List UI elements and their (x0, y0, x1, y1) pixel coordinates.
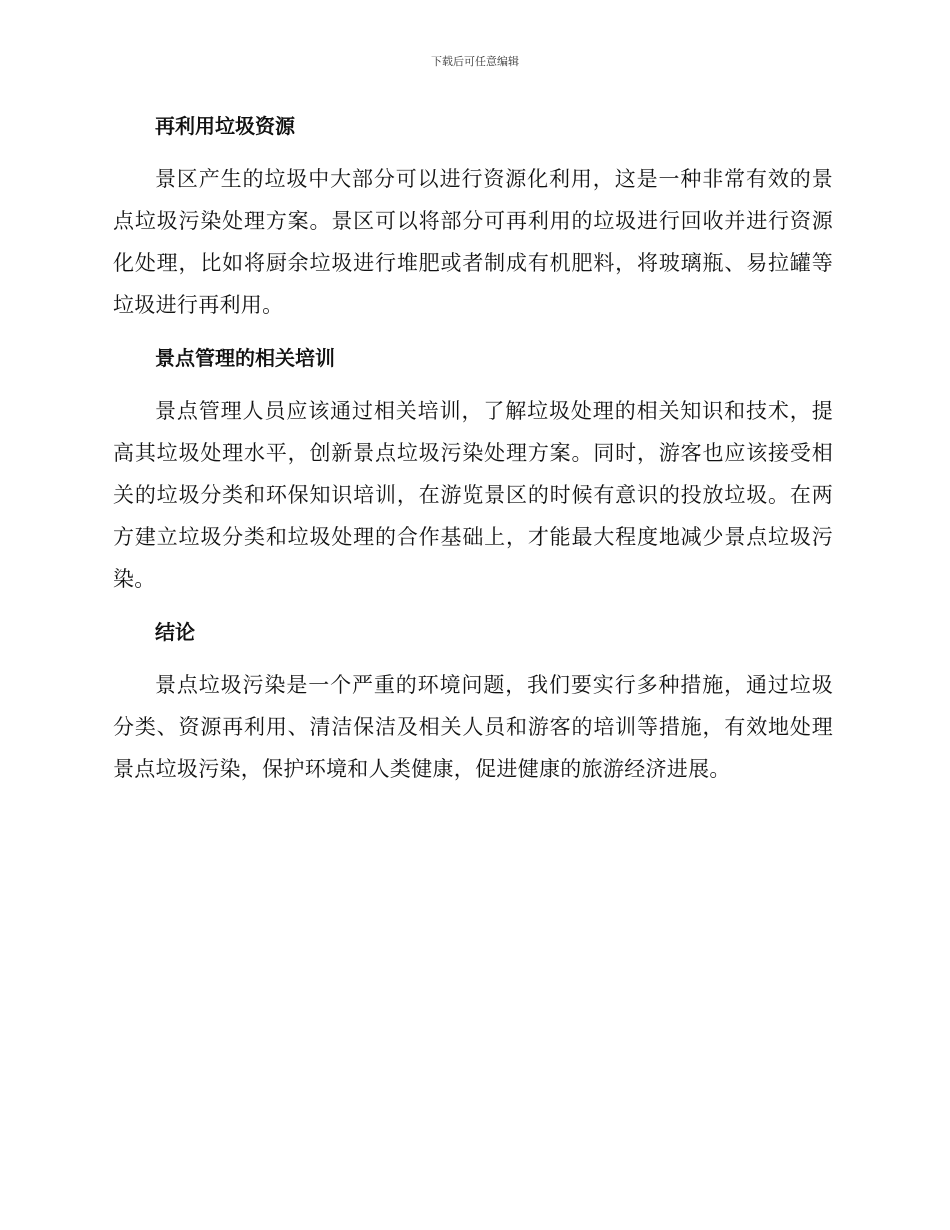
section-heading-reuse: 再利用垃圾资源 (155, 114, 295, 138)
section-heading-training: 景点管理的相关培训 (155, 346, 335, 370)
section-paragraph-conclusion: 景点垃圾污染是一个严重的环境问题，我们要实行多种措施，通过垃圾分类、资源再利用、清洁保洁及相关人员和游客的培训等措施，有效地处理景点垃圾污染，保护环境和人类健康，促进健康的旅游经济进展。 (113, 673, 833, 781)
section-heading-conclusion: 结论 (155, 620, 195, 644)
page-header: 下载后可任意编辑 (431, 55, 519, 68)
section-paragraph-training: 景点管理人员应该通过相关培训，了解垃圾处理的相关知识和技术，提高其垃圾处理水平，创新景点垃圾污染处理方案。同时，游客也应该接受相关的垃圾分类和环保知识培训，在游览景区的时候有意识的投放垃圾。在两方建立垃圾分类和垃圾处理的合作基础上，才能最大程度地减少景点垃圾污染。 (113, 399, 833, 591)
section-paragraph-reuse: 景区产生的垃圾中大部分可以进行资源化利用，这是一种非常有效的景点垃圾污染处理方案。景区可以将部分可再利用的垃圾进行回收并进行资源化处理，比如将厨余垃圾进行堆肥或者制成有机肥料，将玻璃瓶、易拉罐等垃圾进行再利用。 (113, 167, 833, 317)
document-body (113, 106, 833, 790)
